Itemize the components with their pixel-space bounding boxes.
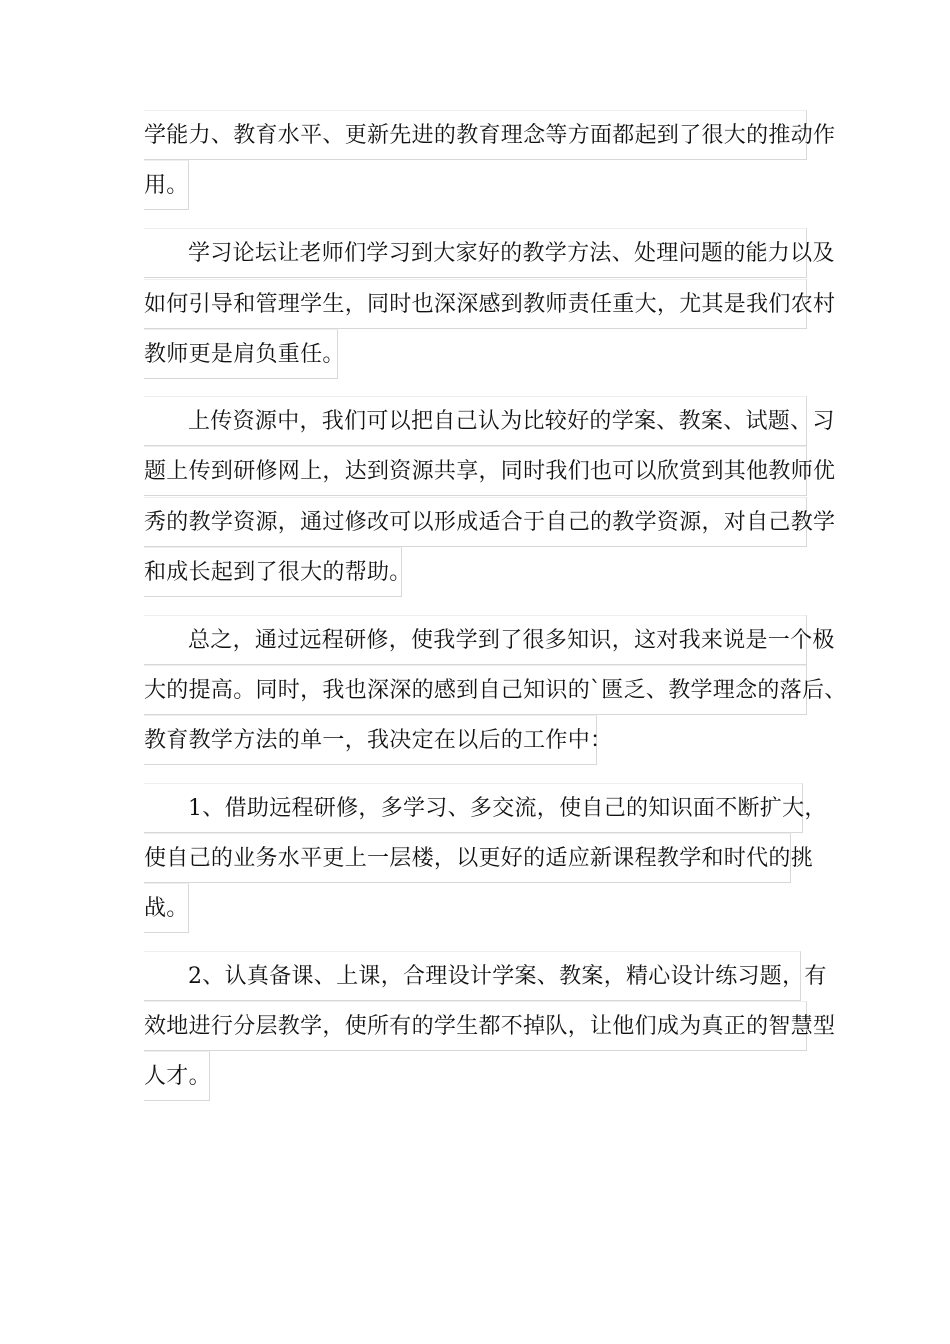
text-line: 秀的教学资源，通过修改可以形成适合于自己的教学资源，对自己教学: [144, 497, 807, 547]
text-line: 使自己的业务水平更上一层楼，以更好的适应新课程教学和时代的挑: [144, 833, 791, 883]
text-line: 和成长起到了很大的帮助。: [144, 547, 402, 597]
text-line: 教师更是肩负重任。: [144, 329, 338, 379]
text-line: 2、认真备课、上课，合理设计学案、教案，精心设计练习题，有: [144, 951, 801, 1001]
text-line: 学习论坛让老师们学习到大家好的教学方法、处理问题的能力以及: [144, 228, 807, 278]
text-line: 战。: [144, 883, 189, 933]
text-line: 教育教学方法的单一，我决定在以后的工作中：: [144, 715, 597, 765]
text-line: 1、借助远程研修，多学习、多交流，使自己的知识面不断扩大，: [144, 783, 803, 833]
text-line: 题上传到研修网上，达到资源共享，同时我们也可以欣赏到其他教师优: [144, 446, 807, 496]
text-line: 如何引导和管理学生，同时也深深感到教师责任重大，尤其是我们农村: [144, 279, 807, 329]
text-line: 用。: [144, 160, 189, 210]
text-line: 大的提高。同时，我也深深的感到自己知识的`匮乏、教学理念的落后、: [144, 665, 807, 715]
text-line: 效地进行分层教学，使所有的学生都不掉队，让他们成为真正的智慧型: [144, 1001, 807, 1051]
text-line: 总之，通过远程研修，使我学到了很多知识，这对我来说是一个极: [144, 615, 807, 665]
text-line: 学能力、教育水平、更新先进的教育理念等方面都起到了很大的推动作: [144, 110, 807, 160]
text-line: 上传资源中，我们可以把自己认为比较好的学案、教案、试题、习: [144, 396, 807, 446]
text-line: 人才。: [144, 1051, 210, 1101]
